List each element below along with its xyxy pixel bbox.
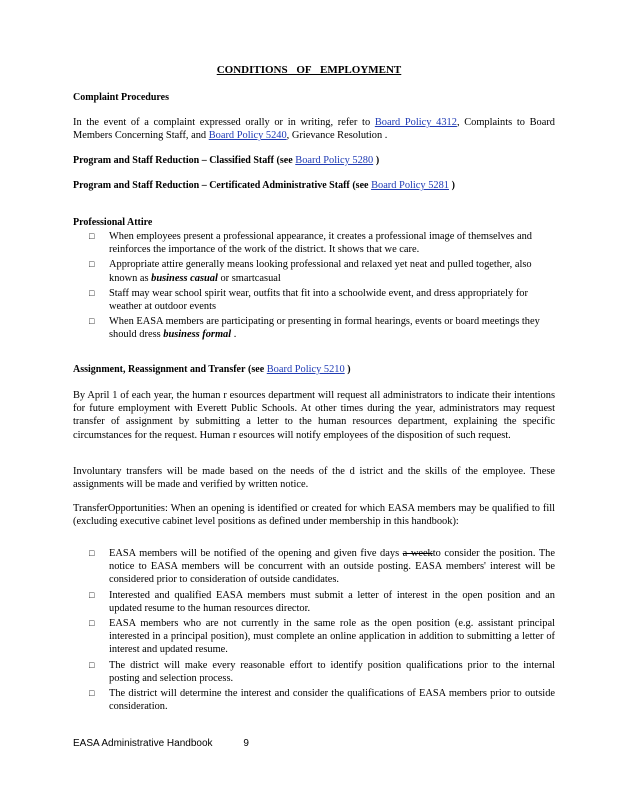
page-title-text: CONDITIONS OF EMPLOYMENT — [216, 64, 402, 76]
list-item: □ When employees present a professional appearance, it creates a professional image of themselves and reinforces the importance of the work of the district. It shows that we care. — [89, 231, 532, 256]
list-item: □ The district will determine the interest and consider the qualifications of EASA members prior to outside consideration. — [89, 688, 555, 713]
list-item: □ EASA members who are not currently in the same role as the open position (e.g. assistant principal interested in a principal position), must complete an online application in addition to submitting a letter of interest and updated resume. — [89, 618, 555, 656]
bullet-icon: □ — [89, 688, 95, 699]
bullet-icon: □ — [89, 659, 95, 670]
list-item: □ Staff may wear school spirit wear, outfits that fit into a schoolwide event, and dress appropriately for weather at outdoor events — [89, 287, 528, 313]
complaint-paragraph: In the event of a complaint expressed orally or in writing, refer to Board Policy 4312, Complaints to Board Members Concerning Staff, and Board Policy 5240, Grievance Resolution . — [73, 117, 555, 142]
list-item: □ When EASA members are participating or presenting in formal hearings, events or board meetings they should dress business formal . — [89, 316, 540, 341]
list-item: □ Interested and qualified EASA members must submit a letter of interest in the open position and an updated resume to the human resources director. — [89, 589, 555, 614]
board-policy-4312-link[interactable]: Board Policy 4312 — [374, 117, 457, 128]
list-item: □ EASA members will be notified of the opening and given five days a weekto consider the position. The notice to EASA members will be concurrent with an outside posting. EASA members' interest will be considered prior to consideration of outside candidates. — [89, 548, 555, 586]
program-classified-heading: Program and Staff Reduction – Classified Staff (see Board Policy 5280 ) — [73, 155, 380, 166]
assignment-heading: Assignment, Reassignment and Transfer (see Board Policy 5210 ) — [73, 364, 351, 375]
page-footer — [73, 738, 249, 749]
bullet-icon: □ — [89, 589, 95, 600]
page-title — [0, 64, 618, 76]
attire-list — [73, 230, 555, 344]
involuntary-transfers-paragraph: Involuntary transfers will be made based on the needs of the d istrict and the skills of the employee. These assignments will be made and verified by written notice. — [73, 466, 555, 491]
board-policy-5280-link[interactable]: Board Policy 5280 — [295, 155, 374, 166]
board-policy-5210-link[interactable]: Board Policy 5210 — [266, 364, 345, 375]
transfer-opportunities-list — [73, 547, 555, 715]
list-item: □ The district will make every reasonable effort to identify position qualifications prior to the internal posting and selection process. — [89, 659, 555, 684]
board-policy-5281-link[interactable]: Board Policy 5281 — [371, 180, 449, 191]
board-policy-5240-link[interactable]: Board Policy 5240 — [208, 130, 287, 142]
footer-title: EASA Administrative Handbook — [73, 738, 213, 749]
list-item: □ Appropriate attire generally means looking professional and relaxed yet neat and pulled together, also known as business casual or smartcasual — [89, 259, 532, 284]
april-paragraph: By April 1 of each year, the human r esources department will request all administrators to indicate their intentions for future employment with Everett Public Schools. At other times during the year, administrators may request transfer of assignment by submitting a letter to the human resources department, explaining the specific circumstances for the request. Human r esources will notify employees of the disposition of such request. — [73, 390, 555, 441]
page-number: 9 — [243, 738, 249, 749]
bullet-icon: □ — [89, 231, 95, 241]
bullet-icon: □ — [89, 618, 95, 629]
complaint-heading: Complaint Procedures — [73, 92, 170, 103]
bullet-icon: □ — [89, 316, 95, 327]
attire-heading: Professional Attire — [73, 217, 153, 228]
bullet-icon: □ — [89, 259, 95, 270]
program-certificated-heading: Program and Staff Reduction – Certificated Administrative Staff (see Board Policy 5281 ) — [73, 180, 455, 191]
bullet-icon: □ — [89, 287, 95, 298]
transfer-opportunities-intro: TransferOpportunities: When an opening is identified or created for which EASA members may be qualified to fill (excluding executive cabinet level positions as defined under membership in this handbook): — [73, 503, 555, 528]
bullet-icon: □ — [89, 548, 95, 558]
